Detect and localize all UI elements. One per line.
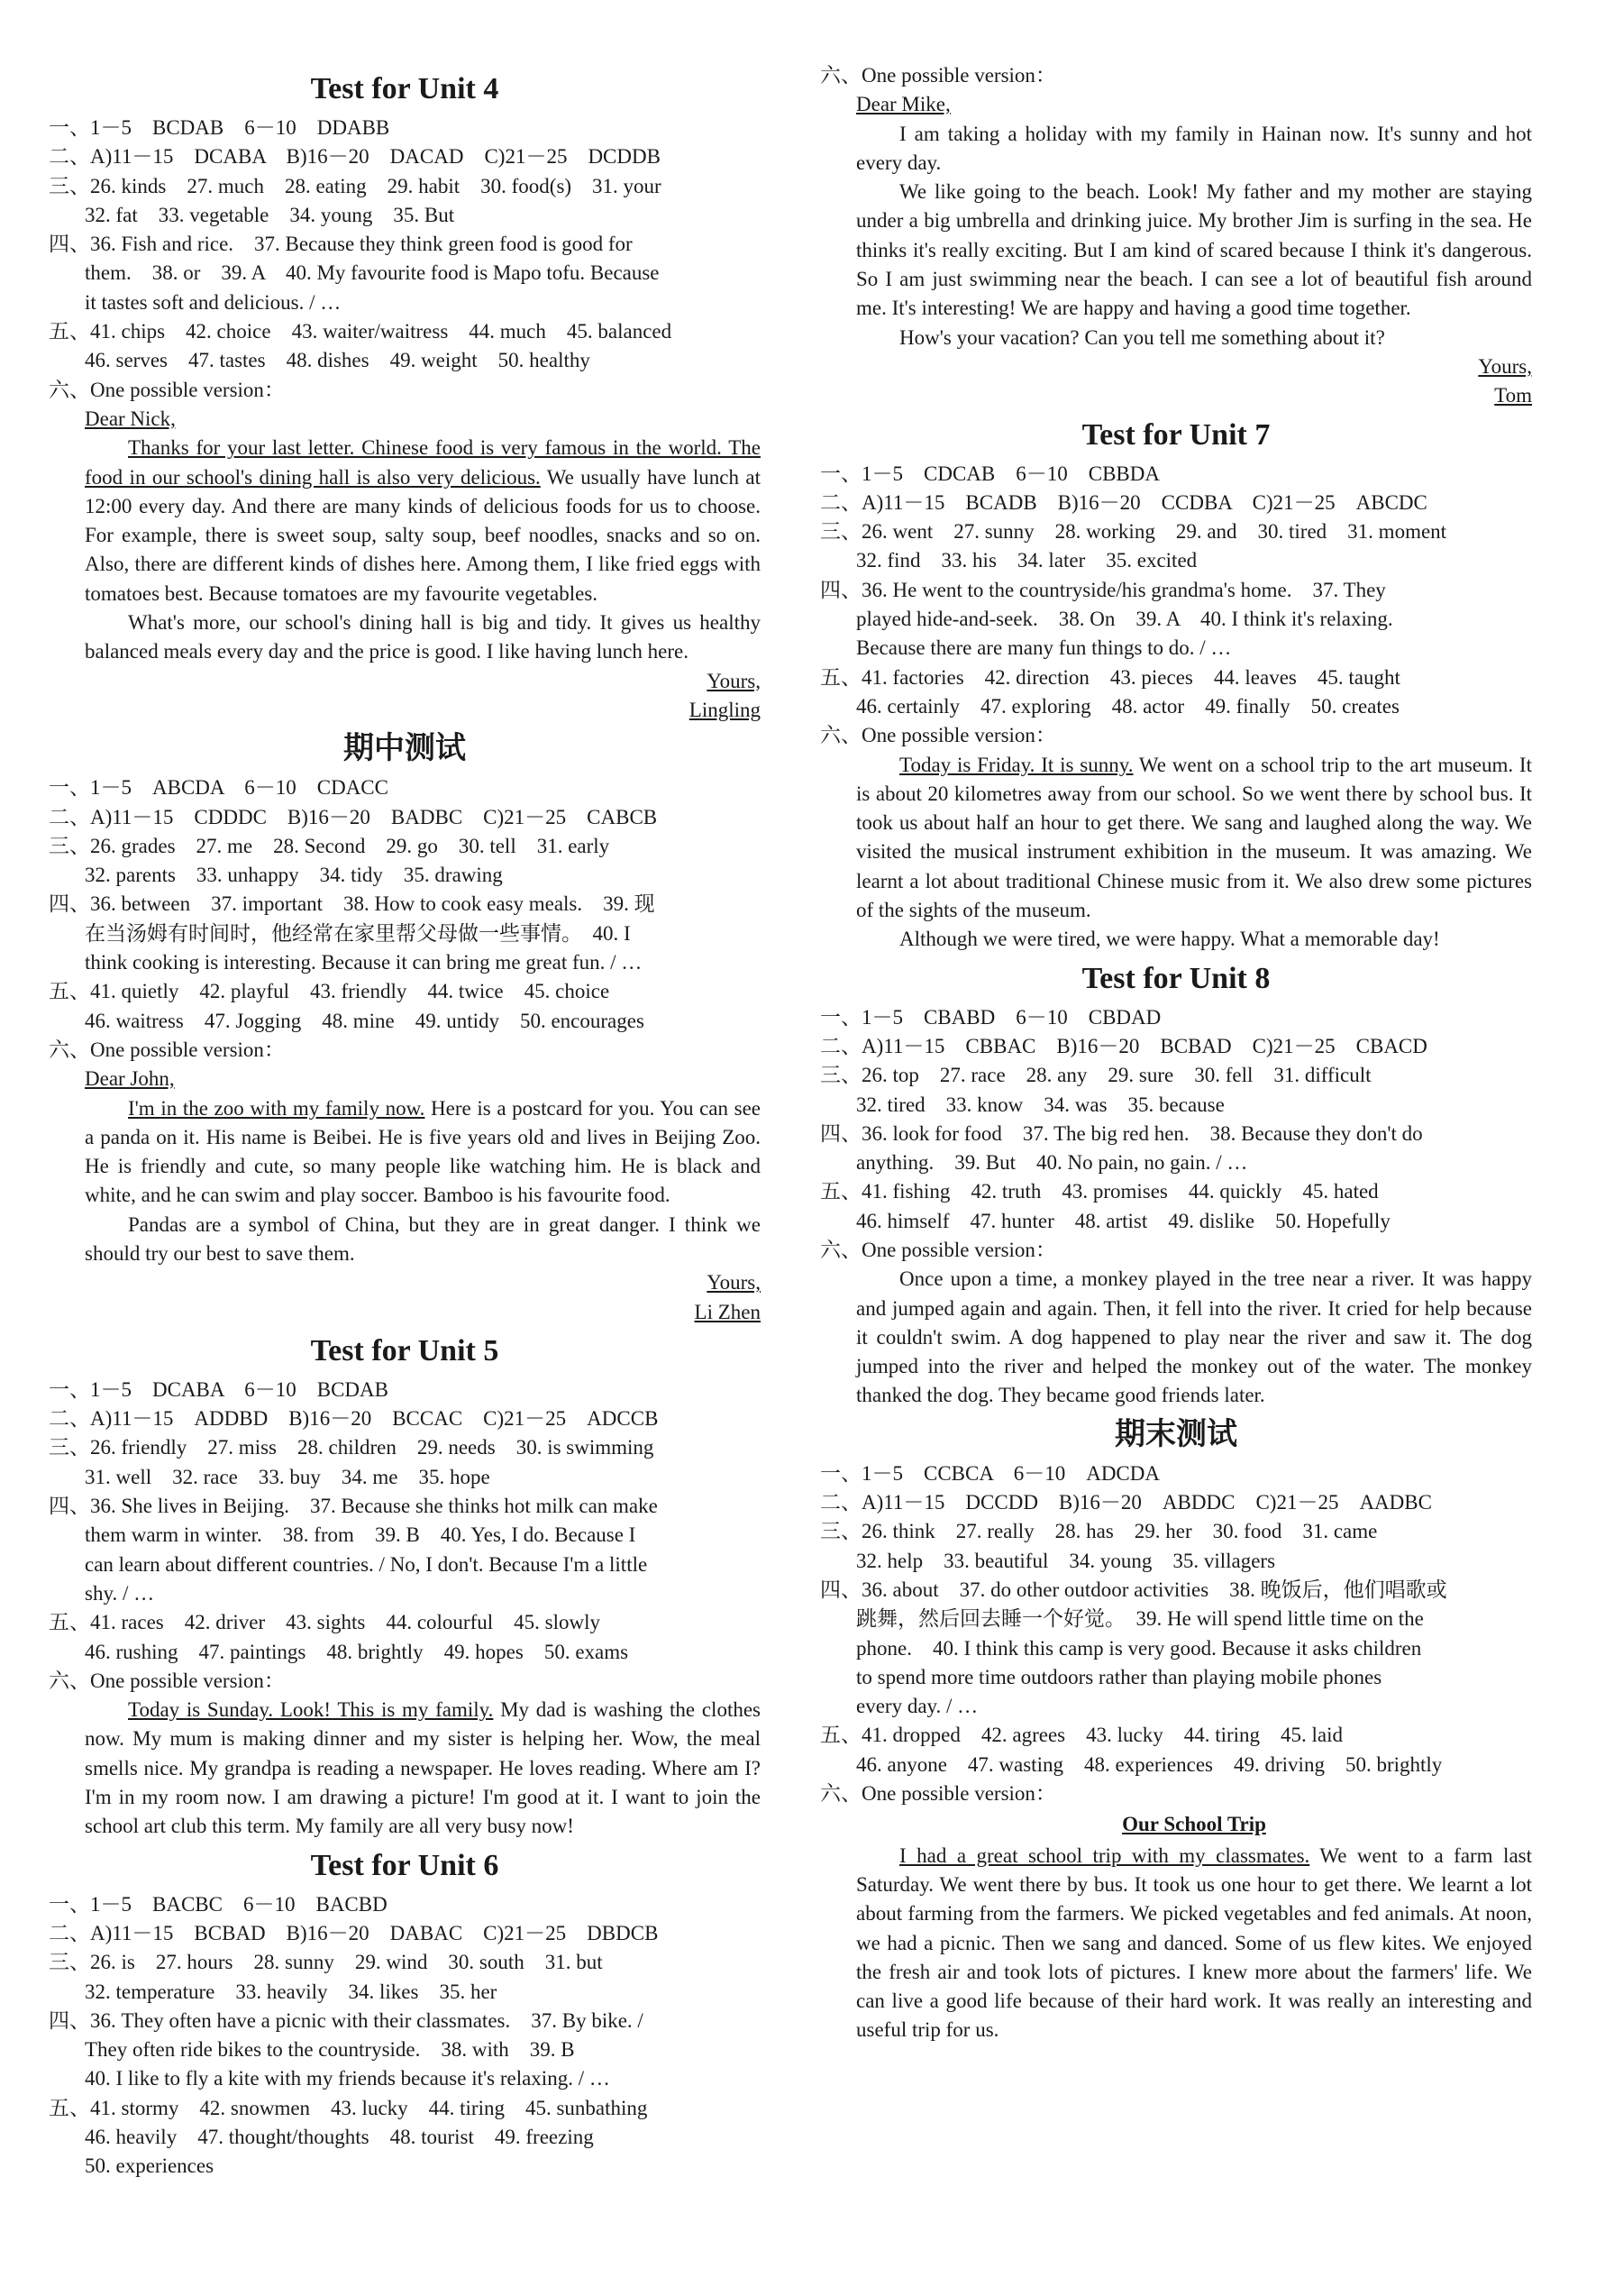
- letter-greeting: Dear John,: [85, 1067, 175, 1091]
- writing-sample: [49, 1065, 761, 1327]
- answer-line: 三、26. went 27. sunny 28. working 29. and 30. tired 31. moment: [820, 520, 1447, 544]
- essay-paragraph: [85, 434, 761, 608]
- essay-paragraph: [85, 1094, 761, 1211]
- answer-line: to spend more time outdoors rather than playing mobile phones: [856, 1665, 1382, 1688]
- answer-line: 在当汤姆有时间时，他经常在家里帮父母做一些事情。 40. I: [85, 921, 631, 945]
- answer-line: 五、41. factories 42. direction 43. pieces 44. leaves 45. taught: [820, 665, 1400, 689]
- answer-line: 六、One possible version：: [820, 64, 1056, 87]
- answer-line: 二、A)11－15 DCCDD B)16－20 ABDDC C)21－25 AADBC: [820, 1491, 1432, 1514]
- underlined-sentence: I had a great school trip with my classmates.: [899, 1843, 1310, 1867]
- essay-paragraph: [856, 1842, 1532, 2045]
- answer-line: 三、26. kinds 27. much 28. eating 29. habit 30. food(s) 31. your: [49, 174, 661, 197]
- writing-sample: [820, 1265, 1532, 1410]
- paragraph-text: My dad is washing the clothes now. My mum is making dinner and my sister is helping her. Wow, the meal smells nice. My grandpa is reading a newspaper. He loves reading. Where am I? I'm in my room now. I am drawing a picture! I'm good at it. I want to join the school art club this term. My family are all very busy now!: [85, 1698, 761, 1838]
- answer-line: 六、One possible version：: [820, 1782, 1056, 1806]
- section-title: Test for Unit 8: [1081, 961, 1271, 995]
- essay-paragraph: Once upon a time, a monkey played in the tree near a river. It was happy and jumped again and again. Then, it fell into the river. It cried for help because it couldn't swim. A dog happened to play near the river and saw it. The dog jumped into the river and helped the monkey out of the water. The monkey thanked the dog. They became good friends later.: [856, 1267, 1532, 1407]
- underlined-sentence: Today is Sunday. Look! This is my family.: [128, 1698, 494, 1722]
- underlined-sentence: I'm in the zoo with my family now.: [128, 1096, 425, 1120]
- answer-line: 二、A)11－15 CDDDC B)16－20 BADBC C)21－25 CABCB: [49, 805, 658, 828]
- answer-line: 三、26. grades 27. me 28. Second 29. go 30. tell 31. early: [49, 834, 610, 857]
- answer-line: 32. find 33. his 34. later 35. excited: [856, 549, 1198, 572]
- answer-line: 三、26. top 27. race 28. any 29. sure 30. fell 31. difficult: [820, 1064, 1372, 1087]
- answer-line: 一、1－5 DCABA 6－10 BCDAB: [49, 1377, 388, 1401]
- writing-sample: [49, 405, 761, 725]
- section-unit-4: [49, 70, 761, 725]
- answer-line: 32. tired 33. know 34. was 35. because: [856, 1093, 1225, 1116]
- section-title: Test for Unit 7: [1081, 417, 1271, 452]
- answer-line: 四、36. about 37. do other outdoor activities 38. 晚饭后，他们唱歌或: [820, 1578, 1447, 1601]
- essay-paragraph: How's your vacation? Can you tell me something about it?: [899, 325, 1385, 349]
- answer-line: them. 38. or 39. A 40. My favourite food is Mapo tofu. Because: [85, 261, 660, 285]
- answer-line: 四、36. She lives in Beijing. 37. Because she thinks hot milk can make: [49, 1495, 658, 1518]
- paragraph-text: We usually have lunch at 12:00 every day. And there are many kinds of delicious foods for us to choose. For example, there is sweet soup, salty soup, beef noodles, snacks and so on. Also, there are different kinds of dishes here. Among them, I like fried eggs with tomatoes best. Because tomatoes are my favourite vegetables.: [85, 465, 761, 605]
- answer-line: 三、26. friendly 27. miss 28. children 29. needs 30. is swimming: [49, 1436, 654, 1459]
- answer-line: 五、41. quietly 42. playful 43. friendly 44. twice 45. choice: [49, 980, 610, 1003]
- answer-line: 46. heavily 47. thought/thoughts 48. tourist 49. freezing: [85, 2126, 594, 2148]
- letter-greeting: Dear Nick,: [85, 407, 176, 430]
- answer-line: 五、41. races 42. driver 43. sights 44. colourful 45. slowly: [49, 1611, 600, 1634]
- answer-line: 一、1－5 CDCAB 6－10 CBBDA: [820, 462, 1160, 485]
- answer-line: 46. himself 47. hunter 48. artist 49. dislike 50. Hopefully: [856, 1209, 1391, 1232]
- answer-line: 五、41. fishing 42. truth 43. promises 44. quickly 45. hated: [820, 1180, 1379, 1203]
- answer-line: 50. experiences: [85, 2154, 214, 2178]
- writing-sample: [49, 1696, 761, 1841]
- answer-line: 四、36. between 37. important 38. How to cook easy meals. 39. 现: [49, 892, 655, 916]
- answer-line: 40. I like to fly a kite with my friends because it's relaxing. / …: [85, 2067, 610, 2090]
- paragraph-text: We went to a farm last Saturday. We went there by bus. It took us one hour to get there. We learnt a lot about farming from the farmers. We picked vegetables and fed animals. At noon, we had a picnic. Then we sang and danced. Some of us flew kites. We enjoyed the fresh air and took lots of pictures. I knew more about the farmers' life. We can live a good life because of their hard work. It was really an interesting and useful trip for us.: [856, 1843, 1532, 2042]
- letter-closing: Yours,: [707, 669, 761, 692]
- answer-line: 四、36. He went to the countryside/his grandma's home. 37. They: [820, 578, 1386, 601]
- answer-line: 四、36. look for food 37. The big red hen. 38. Because they don't do: [820, 1121, 1423, 1145]
- answer-line: phone. 40. I think this camp is very good. Because it asks children: [856, 1636, 1422, 1660]
- answer-line: 五、41. chips 42. choice 43. waiter/waitress 44. much 45. balanced: [49, 320, 672, 343]
- answer-line: 跳舞，然后回去睡一个好觉。 39. He will spend little time on the: [856, 1607, 1424, 1631]
- paragraph-text: Here is a postcard for you. You can see a panda on it. His name is Beibei. He is five years old and lives in Beijing Zoo. He is friendly and cute, so many people like watching him. He is black and white, and he can swim and play soccer. Bamboo is his favourite food.: [85, 1096, 761, 1207]
- answer-line: 31. well 32. race 33. buy 34. me 35. hope: [85, 1465, 490, 1488]
- letter-signature: Li Zhen: [694, 1300, 761, 1323]
- letter-closing: Yours,: [1478, 354, 1532, 378]
- answer-line: anything. 39. But 40. No pain, no gain. / …: [856, 1151, 1248, 1175]
- answer-line: 六、One possible version：: [49, 378, 285, 401]
- answer-line: 二、A)11－15 CBBAC B)16－20 BCBAD C)21－25 CBACD: [820, 1034, 1427, 1057]
- section-title: Test for Unit 4: [310, 72, 499, 105]
- answer-line: 五、41. dropped 42. agrees 43. lucky 44. tiring 45. laid: [820, 1724, 1344, 1747]
- section-title: 期中测试: [343, 732, 466, 766]
- section-unit-5: [49, 1332, 761, 1842]
- answer-line: 一、1－5 CCBCA 6－10 ADCDA: [820, 1461, 1160, 1485]
- answer-line: 四、36. Fish and rice. 37. Because they think green food is good for: [49, 233, 633, 256]
- writing-sample: [820, 90, 1532, 410]
- answer-line: 46. rushing 47. paintings 48. brightly 49. hopes 50. exams: [85, 1640, 629, 1663]
- answer-line: 二、A)11－15 BCADB B)16－20 CCDBA C)21－25 ABCDC: [820, 490, 1427, 514]
- essay-paragraph: I am taking a holiday with my family in Hainan now. It's sunny and hot every day.: [856, 122, 1532, 174]
- underlined-sentence: Thanks for your last letter. Chinese food is very famous in the world. The food in our school's dining hall is also very delicious.: [85, 436, 761, 489]
- answer-line: 一、1－5 BACBC 6－10 BACBD: [49, 1892, 388, 1916]
- answer-line: every day. / …: [856, 1695, 979, 1718]
- answer-line: 六、One possible version：: [49, 1669, 285, 1692]
- answer-line: 32. fat 33. vegetable 34. young 35. But: [85, 203, 455, 226]
- answer-line: 46. serves 47. tastes 48. dishes 49. weight 50. healthy: [85, 349, 590, 372]
- answer-line: 32. help 33. beautiful 34. young 35. villagers: [856, 1549, 1276, 1572]
- answer-line: 六、One possible version：: [820, 724, 1056, 747]
- section-final-exam: [820, 1416, 1532, 2045]
- answer-line: 二、A)11－15 DCABA B)16－20 DACAD C)21－25 DCDDB: [49, 145, 661, 169]
- right-column: [820, 61, 1532, 2045]
- answer-line: 六、One possible version：: [820, 1238, 1056, 1261]
- answer-line: 一、1－5 ABCDA 6－10 CDACC: [49, 776, 388, 800]
- answer-line: 32. temperature 33. heavily 34. likes 35. her: [85, 1980, 497, 2003]
- underlined-sentence: Today is Friday. It is sunny.: [899, 753, 1134, 776]
- letter-signature: Lingling: [689, 698, 761, 721]
- answer-line: played hide-and-seek. 38. On 39. A 40. I think it's relaxing.: [856, 608, 1393, 631]
- essay-paragraph: What's more, our school's dining hall is big and tidy. It gives us healthy balanced meals every day and the price is good. I like having lunch here.: [85, 611, 761, 663]
- letter-signature: Tom: [1494, 384, 1532, 407]
- answer-line: They often ride bikes to the countryside. 38. with 39. B: [85, 2038, 575, 2062]
- essay-paragraph: [85, 1696, 761, 1841]
- section-unit-8: [820, 960, 1532, 1411]
- answer-line: shy. / …: [85, 1581, 155, 1605]
- answer-line: 五、41. stormy 42. snowmen 43. lucky 44. tiring 45. sunbathing: [49, 2096, 648, 2119]
- answer-line: 六、One possible version：: [49, 1038, 285, 1061]
- essay-paragraph: We like going to the beach. Look! My father and my mother are staying under a big umbrella and drinking juice. My brother Jim is surfing in the sea. He thinks it's really exciting. But I am kind of scared because I think it's dangerous. So I am just swimming near the beach. I can see a lot of beautiful fish around me. It's interesting! We are happy and having a good time together.: [856, 180, 1532, 320]
- paragraph-text: We went on a school trip to the art museum. It is about 20 kilometres away from our school. So we went there by school bus. It took us about half an hour to get there. We sang and laughed along the way. We visited the musical instrument exhibition in the museum. It was amazing. We learnt a lot about traditional Chinese music from it. We also drew some pictures of the sights of the museum.: [856, 753, 1532, 922]
- answer-line: it tastes soft and delicious. / …: [85, 290, 342, 314]
- answer-line: 一、1－5 BCDAB 6－10 DDABB: [49, 116, 390, 139]
- answer-line: 46. waitress 47. Jogging 48. mine 49. untidy 50. encourages: [85, 1009, 644, 1032]
- answer-line: 一、1－5 CBABD 6－10 CBDAD: [820, 1005, 1162, 1029]
- essay-title: Our School Trip: [1122, 1813, 1266, 1836]
- writing-sample: [820, 751, 1532, 955]
- answer-line: 二、A)11－15 ADDBD B)16－20 BCCAC C)21－25 ADCCB: [49, 1407, 659, 1431]
- section-title: 期末测试: [1115, 1417, 1237, 1451]
- essay-paragraph: [856, 751, 1532, 926]
- answer-line: 32. parents 33. unhappy 34. tidy 35. drawing: [85, 864, 503, 887]
- section-title: Test for Unit 6: [310, 1848, 499, 1882]
- answer-line: 二、A)11－15 BCBAD B)16－20 DABAC C)21－25 DBDCB: [49, 1921, 659, 1944]
- answer-line: 三、26. is 27. hours 28. sunny 29. wind 30. south 31. but: [49, 1951, 603, 1974]
- answer-line: think cooking is interesting. Because it can bring me great fun. / …: [85, 951, 643, 974]
- section-unit-7: [820, 416, 1532, 955]
- section-unit-6: [49, 1847, 761, 2182]
- section-unit-6-continued: [820, 61, 1532, 411]
- answer-line: 46. anyone 47. wasting 48. experiences 49. driving 50. brightly: [856, 1752, 1443, 1776]
- letter-greeting: Dear Mike,: [856, 93, 951, 116]
- answer-line: 46. certainly 47. exploring 48. actor 49. finally 50. creates: [856, 694, 1400, 718]
- essay-paragraph: Although we were tired, we were happy. What a memorable day!: [899, 928, 1440, 951]
- section-title: Test for Unit 5: [310, 1333, 499, 1368]
- answer-line: can learn about different countries. / No, I don't. Because I'm a little: [85, 1552, 648, 1576]
- section-midterm: [49, 730, 761, 1327]
- answer-line: 四、36. They often have a picnic with their classmates. 37. By bike. /: [49, 2008, 643, 2032]
- answer-line: Because there are many fun things to do. / …: [856, 636, 1232, 660]
- letter-closing: Yours,: [707, 1271, 761, 1294]
- answer-line: them warm in winter. 38. from 39. B 40. Yes, I do. Because I: [85, 1523, 636, 1547]
- writing-sample: [820, 1810, 1532, 2044]
- left-column: [49, 65, 761, 2182]
- answer-line: 三、26. think 27. really 28. has 29. her 30. food 31. came: [820, 1520, 1378, 1543]
- essay-paragraph: Pandas are a symbol of China, but they are in great danger. I think we should try our best to save them.: [85, 1212, 761, 1265]
